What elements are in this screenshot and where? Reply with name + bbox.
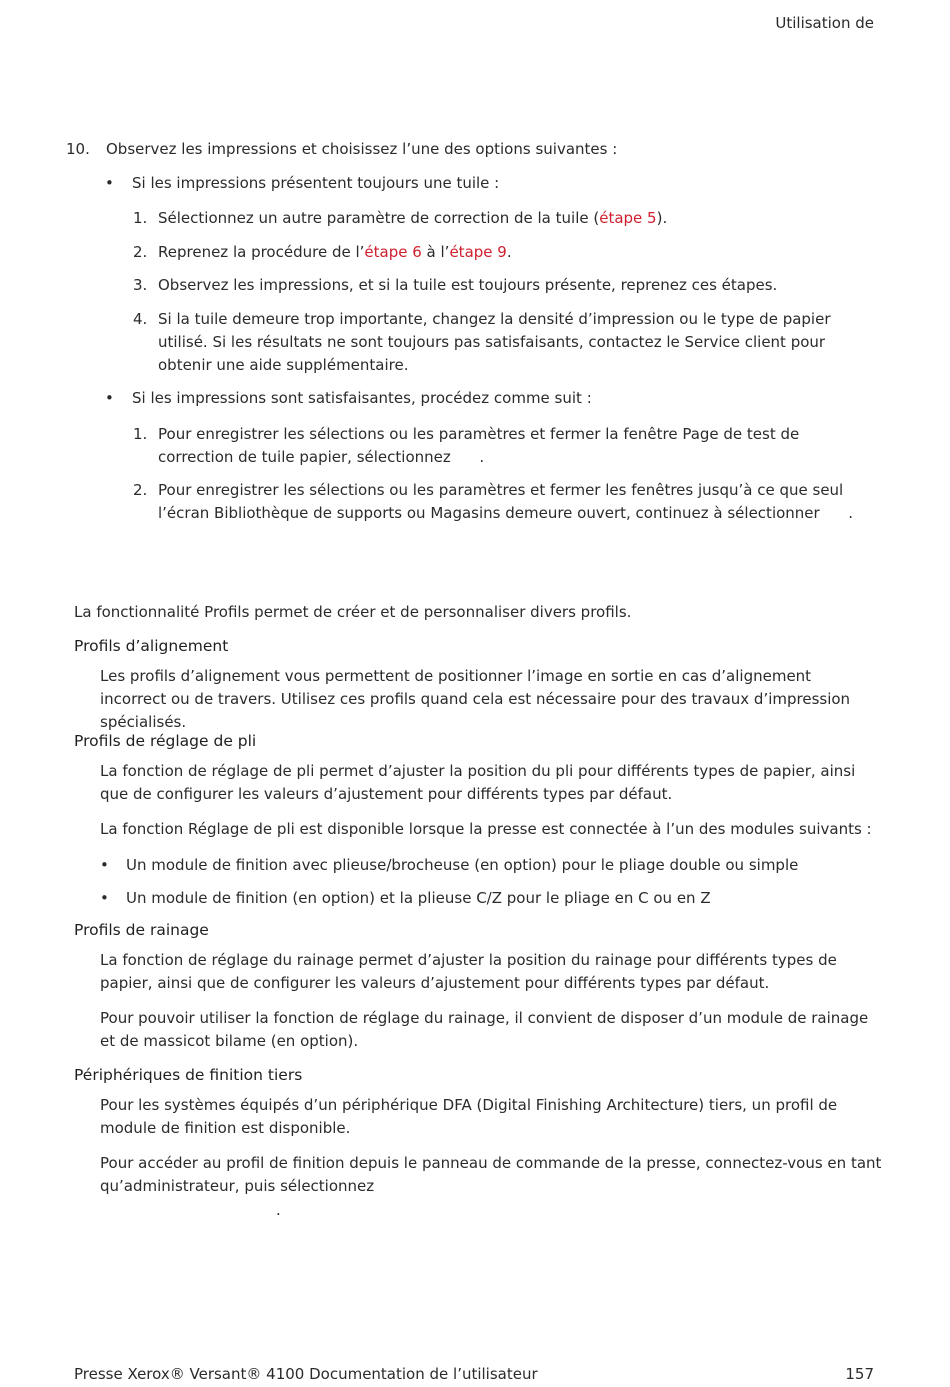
bullet-text: Si les impressions sont satisfaisantes, procédez comme suit :: [132, 389, 592, 407]
step-link[interactable]: étape 6: [364, 243, 422, 261]
substep-text: Reprenez la procédure de l’étape 6 à l’étape 9.: [158, 243, 512, 261]
section-text: Les profils d’alignement vous permettent de positionner l’image en sortie en cas d’alignement incorrect ou de travers. Utilisez ces profils quand cela est nécessaire pour des travaux d’impression spécialisés.: [100, 667, 851, 731]
footer-title: Presse Xerox® Versant® 4100 Documentation de l’utilisateur: [74, 1365, 538, 1383]
section-text: Pour accéder au profil de finition depuis le panneau de commande de la presse, connectez-vous en tant: [100, 1154, 882, 1172]
substep-text: Pour enregistrer les sélections ou les paramètres et fermer les fenêtres jusqu’à ce que seul l’écran Bibliothèque de supports ou Magasins demeure ouvert, continuez à sélectionner .: [158, 481, 854, 522]
substep-number: 3.: [133, 276, 148, 294]
step-number: 10.: [66, 140, 90, 158]
section-heading: Profils de rainage: [74, 921, 209, 939]
section-heading: Périphériques de finition tiers: [74, 1066, 303, 1084]
section-text-dot: .: [276, 1201, 281, 1219]
section-text: Pour les systèmes équipés d’un périphérique DFA (Digital Finishing Architecture) tiers, un profil de module de finition est disponible.: [100, 1096, 838, 1137]
substep-number: 2.: [133, 481, 148, 499]
step-text: Observez les impressions et choisissez l’une des options suivantes :: [106, 140, 618, 158]
substep-text: Observez les impressions, et si la tuile est toujours présente, reprenez ces étapes.: [158, 276, 778, 294]
bullet-text: Un module de finition avec plieuse/brocheuse (en option) pour le pliage double ou simple: [126, 856, 799, 874]
section-text: La fonction de réglage de pli permet d’ajuster la position du pli pour différents types de papier, ainsi que de configurer les valeurs d’ajustement pour différents types par défaut.: [100, 762, 856, 803]
page-number: 157: [845, 1365, 874, 1383]
bullet-dot: •: [105, 174, 114, 192]
substep-text: Si la tuile demeure trop importante, changez la densité d’impression ou le type de papier utilisé. Si les résultats ne sont toujours pas satisfaisants, contactez le Service client pour obtenir une aide supplémentaire.: [158, 310, 831, 374]
profiles-intro: La fonctionnalité Profils permet de créer et de personnaliser divers profils.: [74, 603, 632, 621]
bullet-dot: •: [105, 389, 114, 407]
bullet-text: Si les impressions présentent toujours une tuile :: [132, 174, 500, 192]
step-link[interactable]: étape 9: [449, 243, 507, 261]
section-text: qu’administrateur, puis sélectionnez: [100, 1177, 375, 1195]
substep-text: Pour enregistrer les sélections ou les paramètres et fermer la fenêtre Page de test de correction de tuile papier, sélectionnez .: [158, 425, 805, 466]
bullet-dot: •: [100, 856, 109, 874]
step-link[interactable]: étape 5: [599, 209, 657, 227]
bullet-text: Un module de finition (en option) et la plieuse C/Z pour le pliage en C ou en Z: [126, 889, 711, 907]
substep-number: 4.: [133, 310, 148, 328]
section-text: La fonction de réglage du rainage permet d’ajuster la position du rainage pour différents types de papier, ainsi que de configurer les valeurs d’ajustement pour différents types par défaut.: [100, 951, 837, 992]
section-text: Pour pouvoir utiliser la fonction de réglage du rainage, il convient de disposer d’un module de rainage et de massicot bilame (en option).: [100, 1009, 869, 1050]
substep-number: 1.: [133, 425, 148, 443]
substep-text: Sélectionnez un autre paramètre de correction de la tuile (étape 5).: [158, 209, 668, 227]
substep-number: 2.: [133, 243, 148, 261]
substep-number: 1.: [133, 209, 148, 227]
section-heading: Profils de réglage de pli: [74, 732, 257, 750]
running-header: Utilisation de: [775, 14, 874, 32]
section-heading: Profils d’alignement: [74, 637, 229, 655]
bullet-dot: •: [100, 889, 109, 907]
section-text: La fonction Réglage de pli est disponible lorsque la presse est connectée à l’un des modules suivants :: [100, 820, 872, 838]
